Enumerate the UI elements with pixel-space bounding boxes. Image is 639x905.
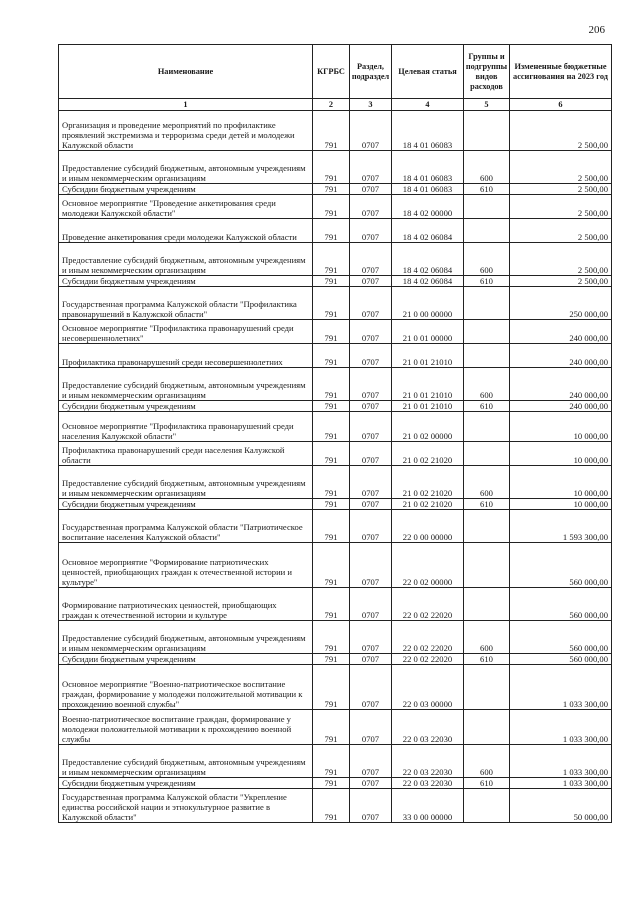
header-section: Раздел, подраздел (350, 45, 392, 99)
table-row (59, 344, 612, 368)
row-kgrbs-cell: 791 (313, 276, 350, 287)
row-kgrbs-cell: 791 (313, 510, 350, 543)
row-amount-cell: 560 000,00 (510, 588, 612, 621)
row-name-cell: Основное мероприятие "Профилактика правонарушений среди населения Калужской области" (59, 412, 313, 442)
row-section-cell: 0707 (350, 184, 392, 195)
row-target-cell: 22 0 00 00000 (392, 510, 464, 543)
row-target-cell: 18 4 02 06084 (392, 219, 464, 243)
row-name-cell: Предоставление субсидий бюджетным, автономным учреждениям и иным некоммерческим организациям (59, 151, 313, 184)
row-section-cell: 0707 (350, 510, 392, 543)
row-section-cell: 0707 (350, 219, 392, 243)
row-kgrbs-cell: 791 (313, 287, 350, 320)
row-amount-cell: 240 000,00 (510, 401, 612, 412)
header-kgrbs: КГРБС (313, 45, 350, 99)
row-group-cell (464, 344, 510, 368)
budget-table (58, 44, 612, 823)
row-name-cell: Субсидии бюджетным учреждениям (59, 276, 313, 287)
row-kgrbs-cell: 791 (313, 368, 350, 401)
row-target-cell: 22 0 03 22030 (392, 745, 464, 778)
row-group-cell: 610 (464, 184, 510, 195)
row-amount-cell: 240 000,00 (510, 344, 612, 368)
row-kgrbs-cell: 791 (313, 151, 350, 184)
table-row (59, 510, 612, 543)
row-kgrbs-cell: 791 (313, 344, 350, 368)
table-row (59, 745, 612, 778)
row-name-cell: Предоставление субсидий бюджетным, автономным учреждениям и иным некоммерческим организациям (59, 745, 313, 778)
row-group-cell: 610 (464, 499, 510, 510)
row-amount-cell: 2 500,00 (510, 219, 612, 243)
table-row (59, 184, 612, 195)
row-amount-cell: 2 500,00 (510, 111, 612, 151)
row-amount-cell: 1 033 300,00 (510, 710, 612, 745)
row-amount-cell: 2 500,00 (510, 276, 612, 287)
page-number: 206 (588, 24, 605, 36)
row-kgrbs-cell: 791 (313, 219, 350, 243)
table-row (59, 710, 612, 745)
table-row (59, 195, 612, 219)
row-group-cell: 600 (464, 243, 510, 276)
row-target-cell: 21 0 02 21020 (392, 442, 464, 466)
row-kgrbs-cell: 791 (313, 745, 350, 778)
row-section-cell: 0707 (350, 368, 392, 401)
table-row (59, 543, 612, 588)
row-target-cell: 21 0 00 00000 (392, 287, 464, 320)
table-row (59, 499, 612, 510)
row-name-cell: Государственная программа Калужской области "Патриотическое воспитание населения Калужской области" (59, 510, 313, 543)
row-kgrbs-cell: 791 (313, 243, 350, 276)
row-group-cell: 610 (464, 401, 510, 412)
row-section-cell: 0707 (350, 320, 392, 344)
row-section-cell: 0707 (350, 665, 392, 710)
table-row (59, 219, 612, 243)
row-amount-cell: 2 500,00 (510, 151, 612, 184)
col-number: 3 (350, 99, 392, 111)
header-amount: Измененные бюджетные ассигнования на 2023 год (510, 45, 612, 99)
row-name-cell: Проведение анкетирования среди молодежи Калужской области (59, 219, 313, 243)
row-kgrbs-cell: 791 (313, 710, 350, 745)
row-amount-cell: 560 000,00 (510, 621, 612, 654)
row-name-cell: Основное мероприятие "Военно-патриотическое воспитание граждан, формирование у молодежи положительной мотивации к прохождению военной службы" (59, 665, 313, 710)
row-section-cell: 0707 (350, 344, 392, 368)
table-row (59, 466, 612, 499)
row-name-cell: Основное мероприятие "Формирование патриотических ценностей, приобщающих граждан к отечественной истории и культуре" (59, 543, 313, 588)
row-section-cell: 0707 (350, 466, 392, 499)
row-amount-cell: 1 593 300,00 (510, 510, 612, 543)
row-amount-cell: 10 000,00 (510, 499, 612, 510)
row-name-cell: Предоставление субсидий бюджетным, автономным учреждениям и иным некоммерческим организациям (59, 243, 313, 276)
row-section-cell: 0707 (350, 412, 392, 442)
row-target-cell: 21 0 01 21010 (392, 401, 464, 412)
table-header-row (59, 45, 612, 99)
row-section-cell: 0707 (350, 745, 392, 778)
row-name-cell: Субсидии бюджетным учреждениям (59, 654, 313, 665)
row-section-cell: 0707 (350, 195, 392, 219)
row-section-cell: 0707 (350, 588, 392, 621)
table-row (59, 276, 612, 287)
row-target-cell: 22 0 03 22030 (392, 710, 464, 745)
row-name-cell: Субсидии бюджетным учреждениям (59, 778, 313, 789)
row-target-cell: 21 0 01 21010 (392, 344, 464, 368)
row-section-cell: 0707 (350, 499, 392, 510)
row-section-cell: 0707 (350, 287, 392, 320)
row-name-cell: Субсидии бюджетным учреждениям (59, 184, 313, 195)
row-kgrbs-cell: 791 (313, 442, 350, 466)
row-section-cell: 0707 (350, 243, 392, 276)
table-row (59, 287, 612, 320)
row-group-cell: 610 (464, 654, 510, 665)
col-number: 6 (510, 99, 612, 111)
row-target-cell: 22 0 02 22020 (392, 588, 464, 621)
table-row (59, 588, 612, 621)
row-name-cell: Предоставление субсидий бюджетным, автономным учреждениям и иным некоммерческим организациям (59, 621, 313, 654)
header-groups: Группы и подгруппы видов расходов (464, 45, 510, 99)
row-group-cell (464, 665, 510, 710)
row-target-cell: 18 4 02 06084 (392, 276, 464, 287)
row-group-cell (464, 543, 510, 588)
row-section-cell: 0707 (350, 710, 392, 745)
row-name-cell: Субсидии бюджетным учреждениям (59, 401, 313, 412)
table-row (59, 665, 612, 710)
row-target-cell: 33 0 00 00000 (392, 789, 464, 823)
table-row (59, 442, 612, 466)
table-row (59, 621, 612, 654)
row-amount-cell: 2 500,00 (510, 243, 612, 276)
row-section-cell: 0707 (350, 276, 392, 287)
row-name-cell: Государственная программа Калужской области "Укрепление единства российской нации и этнокультурное развитие в Калужской области" (59, 789, 313, 823)
row-amount-cell: 1 033 300,00 (510, 778, 612, 789)
col-number: 1 (59, 99, 313, 111)
row-name-cell: Организация и проведение мероприятий по профилактике проявлений экстремизма и терроризма среди детей и молодежи Калужской области (59, 111, 313, 151)
row-group-cell: 600 (464, 368, 510, 401)
row-group-cell: 600 (464, 151, 510, 184)
row-group-cell: 600 (464, 621, 510, 654)
row-target-cell: 22 0 02 22020 (392, 654, 464, 665)
table-row (59, 778, 612, 789)
row-group-cell (464, 195, 510, 219)
row-amount-cell: 250 000,00 (510, 287, 612, 320)
row-kgrbs-cell: 791 (313, 111, 350, 151)
row-amount-cell: 240 000,00 (510, 368, 612, 401)
row-section-cell: 0707 (350, 654, 392, 665)
col-number: 2 (313, 99, 350, 111)
row-target-cell: 21 0 01 00000 (392, 320, 464, 344)
row-target-cell: 22 0 02 00000 (392, 543, 464, 588)
row-kgrbs-cell: 791 (313, 621, 350, 654)
row-name-cell: Субсидии бюджетным учреждениям (59, 499, 313, 510)
row-amount-cell: 2 500,00 (510, 195, 612, 219)
table-row (59, 789, 612, 823)
row-kgrbs-cell: 791 (313, 654, 350, 665)
row-amount-cell: 560 000,00 (510, 543, 612, 588)
row-target-cell: 22 0 02 22020 (392, 621, 464, 654)
row-section-cell: 0707 (350, 543, 392, 588)
row-target-cell: 21 0 02 21020 (392, 499, 464, 510)
row-target-cell: 18 4 01 06083 (392, 151, 464, 184)
row-group-cell (464, 588, 510, 621)
row-group-cell (464, 442, 510, 466)
row-amount-cell: 50 000,00 (510, 789, 612, 823)
row-kgrbs-cell: 791 (313, 778, 350, 789)
col-number: 5 (464, 99, 510, 111)
row-target-cell: 18 4 01 06083 (392, 111, 464, 151)
row-amount-cell: 10 000,00 (510, 466, 612, 499)
row-kgrbs-cell: 791 (313, 665, 350, 710)
row-amount-cell: 560 000,00 (510, 654, 612, 665)
table-row (59, 320, 612, 344)
row-group-cell (464, 412, 510, 442)
row-group-cell: 600 (464, 745, 510, 778)
row-group-cell (464, 287, 510, 320)
row-name-cell: Предоставление субсидий бюджетным, автономным учреждениям и иным некоммерческим организациям (59, 466, 313, 499)
row-target-cell: 21 0 02 21020 (392, 466, 464, 499)
row-amount-cell: 240 000,00 (510, 320, 612, 344)
table-row (59, 412, 612, 442)
row-group-cell (464, 710, 510, 745)
row-kgrbs-cell: 791 (313, 320, 350, 344)
row-target-cell: 18 4 02 06084 (392, 243, 464, 276)
row-target-cell: 18 4 01 06083 (392, 184, 464, 195)
row-target-cell: 21 0 02 00000 (392, 412, 464, 442)
row-amount-cell: 10 000,00 (510, 442, 612, 466)
table-row (59, 243, 612, 276)
row-kgrbs-cell: 791 (313, 401, 350, 412)
row-name-cell: Военно-патриотическое воспитание граждан, формирование у молодежи положительной мотивации к прохождению военной службы (59, 710, 313, 745)
row-section-cell: 0707 (350, 111, 392, 151)
row-section-cell: 0707 (350, 789, 392, 823)
row-kgrbs-cell: 791 (313, 543, 350, 588)
table-row (59, 151, 612, 184)
row-group-cell (464, 789, 510, 823)
row-group-cell: 610 (464, 276, 510, 287)
row-amount-cell: 1 033 300,00 (510, 745, 612, 778)
row-target-cell: 22 0 03 00000 (392, 665, 464, 710)
row-name-cell: Профилактика правонарушений среди несовершеннолетних (59, 344, 313, 368)
row-kgrbs-cell: 791 (313, 466, 350, 499)
header-target: Целевая статья (392, 45, 464, 99)
row-target-cell: 21 0 01 21010 (392, 368, 464, 401)
table-row (59, 368, 612, 401)
row-group-cell (464, 320, 510, 344)
row-section-cell: 0707 (350, 151, 392, 184)
table-row (59, 401, 612, 412)
row-name-cell: Формирование патриотических ценностей, приобщающих граждан к отечественной истории и культуре (59, 588, 313, 621)
row-section-cell: 0707 (350, 778, 392, 789)
row-group-cell: 610 (464, 778, 510, 789)
row-amount-cell: 2 500,00 (510, 184, 612, 195)
row-amount-cell: 10 000,00 (510, 412, 612, 442)
row-target-cell: 22 0 03 22030 (392, 778, 464, 789)
row-kgrbs-cell: 791 (313, 195, 350, 219)
row-name-cell: Основное мероприятие "Проведение анкетирования среди молодежи Калужской области" (59, 195, 313, 219)
row-group-cell (464, 219, 510, 243)
row-section-cell: 0707 (350, 621, 392, 654)
row-kgrbs-cell: 791 (313, 499, 350, 510)
table-row (59, 111, 612, 151)
column-number-row (59, 99, 612, 111)
row-section-cell: 0707 (350, 401, 392, 412)
row-kgrbs-cell: 791 (313, 412, 350, 442)
row-kgrbs-cell: 791 (313, 789, 350, 823)
row-name-cell: Предоставление субсидий бюджетным, автономным учреждениям и иным некоммерческим организациям (59, 368, 313, 401)
row-amount-cell: 1 033 300,00 (510, 665, 612, 710)
row-group-cell (464, 510, 510, 543)
row-kgrbs-cell: 791 (313, 588, 350, 621)
row-name-cell: Основное мероприятие "Профилактика правонарушений среди несовершеннолетних" (59, 320, 313, 344)
table-row (59, 654, 612, 665)
row-name-cell: Государственная программа Калужской области "Профилактика правонарушений в Калужской области" (59, 287, 313, 320)
row-target-cell: 18 4 02 00000 (392, 195, 464, 219)
row-name-cell: Профилактика правонарушений среди населения Калужской области (59, 442, 313, 466)
row-group-cell (464, 111, 510, 151)
row-section-cell: 0707 (350, 442, 392, 466)
header-name: Наименование (59, 45, 313, 99)
col-number: 4 (392, 99, 464, 111)
row-group-cell: 600 (464, 466, 510, 499)
row-kgrbs-cell: 791 (313, 184, 350, 195)
